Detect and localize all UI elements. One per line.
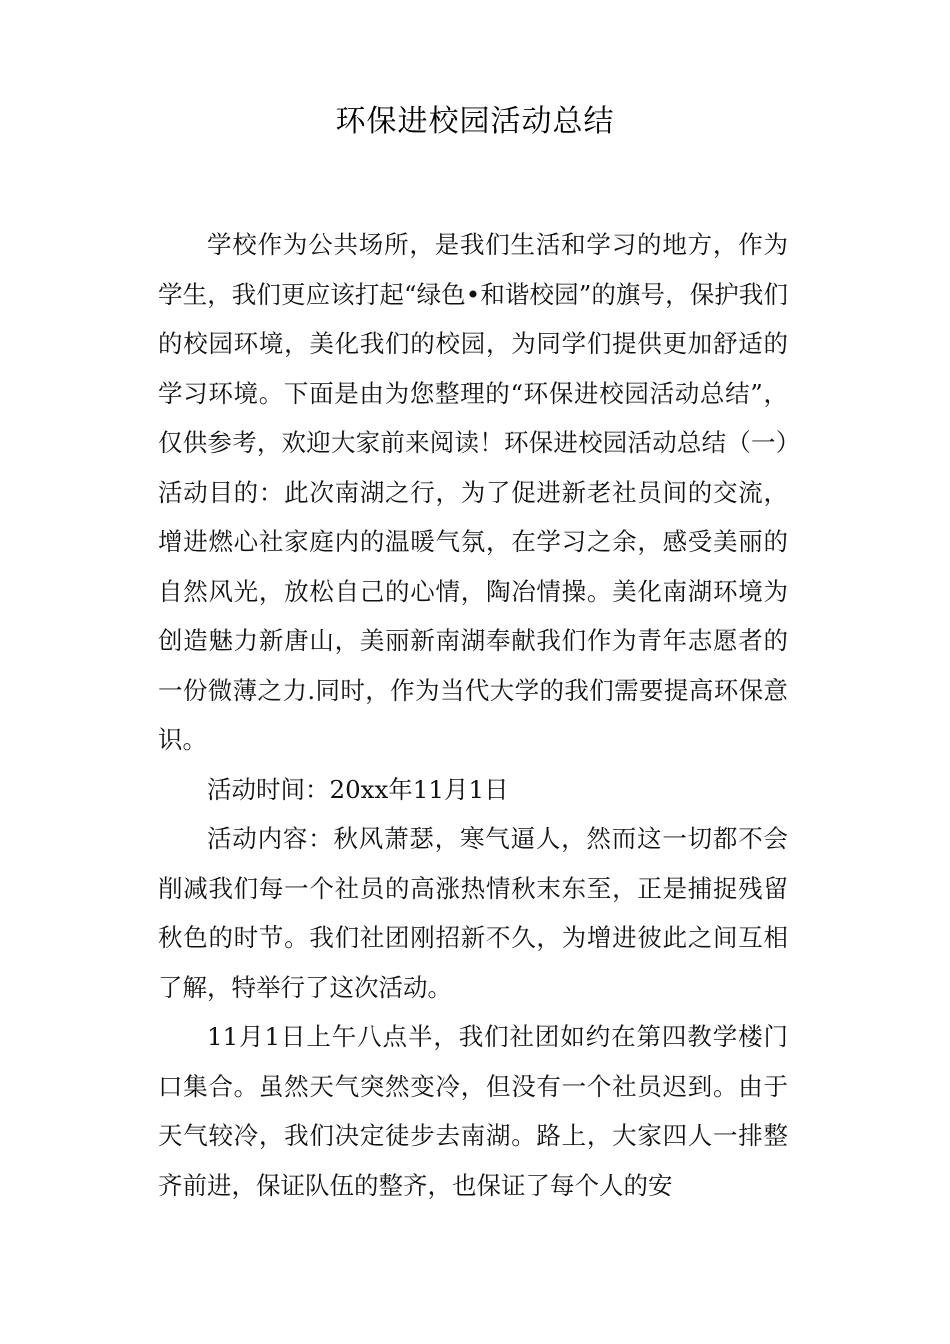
paragraph-intro: 学校作为公共场所，是我们生活和学习的地方，作为学生，我们更应该打起“绿色•和谐校园”的旗号，保护我们的校园环境，美化我们的校园，为同学们提供更加舒适的学习环境。下面是由为您整理的“环保进校园活动总结”，仅供参考，欢迎大家前来阅读！环保进校园活动总结（一）活动目的：此次南湖之行，为了促进新老社员间的交流，增进燃心社家庭内的温暖气氛，在学习之余，感受美丽的自然风光，放松自己的心情，陶冶情操。美化南湖环境为创造魅力新唐山，美丽新南湖奉献我们作为青年志愿者的一份微薄之力.同时，作为当代大学的我们需要提高环保意识。	[158, 230, 788, 754]
paragraph-activity-time: 活动时间：20xx年11月1日	[207, 774, 509, 804]
document-title: 环保进校园活动总结	[335, 104, 615, 139]
paragraph-activity-content: 活动内容：秋风萧瑟，寒气逼人，然而这一切都不会削减我们每一个社员的高涨热情秋末东至，正是捕捉残留秋色的时节。我们社团刚招新不久，为增进彼此之间互相了解，特举行了这次活动。	[158, 824, 788, 1002]
document-body	[158, 220, 788, 1210]
paragraph-activity-narrative: 11月1日上午八点半，我们社团如约在第四教学楼门口集合。虽然天气突然变冷，但没有一个社员迟到。由于天气较冷，我们决定徒步去南湖。路上，大家四人一排整齐前进，保证队伍的整齐，也保证了每个人的安	[158, 1022, 788, 1200]
